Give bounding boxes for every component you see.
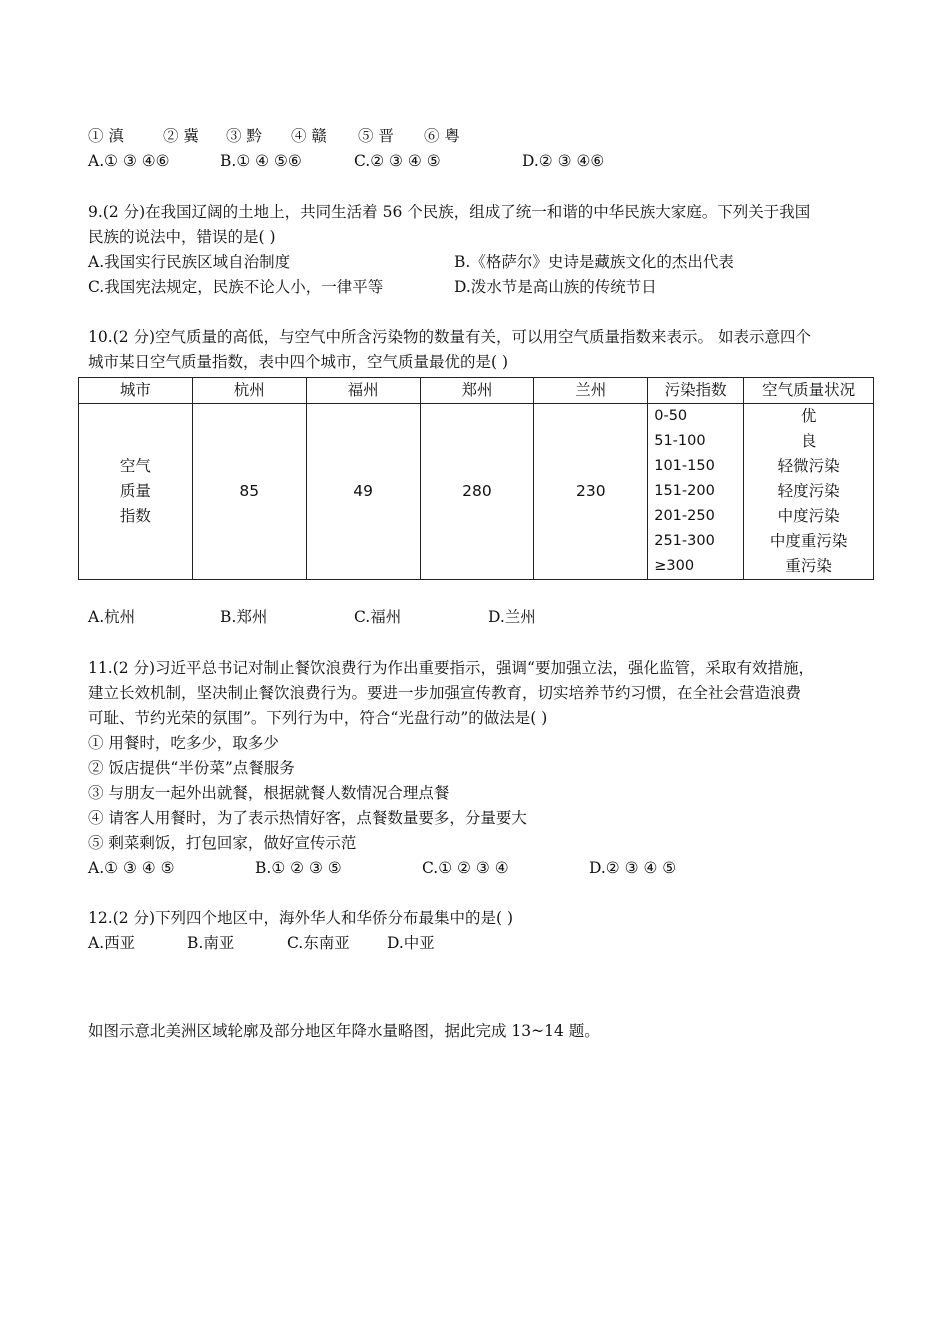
row-label-text: 质量 — [119, 482, 151, 500]
status: 轻度污染 — [777, 482, 840, 500]
q11-stem: 建立长效机制，坚决制止餐饮浪费行为。要进一步加强宣传教育，切实培养节约习惯，在全社会营造浪费 — [88, 684, 802, 702]
q10-options — [88, 605, 878, 630]
option-c[interactable]: C.② ③ ④ ⑤ — [354, 152, 441, 170]
value-cell: 230 — [534, 404, 648, 580]
option-d[interactable]: D.泼水节是高山族的传统节日 — [454, 278, 657, 296]
header-cell: 福州 — [306, 378, 420, 404]
option-a[interactable]: A.西亚 — [88, 934, 136, 952]
option-a[interactable]: A.我国实行民族区域自治制度 — [88, 253, 291, 271]
q11-item: ⑤ 剩菜剩饭，打包回家，做好宣传示范 — [88, 834, 357, 852]
header-cell: 兰州 — [534, 378, 648, 404]
index-range: 0-50 — [654, 408, 688, 424]
q8-options — [88, 149, 878, 174]
q13-14-intro: 如图示意北美洲区域轮廓及部分地区年降水量略图，据此完成 13~14 题。 — [88, 1022, 600, 1040]
index-range: 151-200 — [654, 483, 715, 499]
q10-stem: 城市某日空气质量指数，表中四个城市，空气质量最优的是( ) — [88, 353, 509, 371]
option-b[interactable]: B.① ④ ⑤⑥ — [220, 152, 302, 170]
q9-options-row1 — [88, 250, 878, 275]
index-range: 201-250 — [654, 508, 715, 524]
q8-symbol: ④ 赣 — [291, 127, 327, 145]
q10-stem: 10.(2 分)空气质量的高低，与空气中所含污染物的数量有关，可以用空气质量指数来表示。 如表示意四个 — [88, 328, 811, 346]
option-b[interactable]: B.① ② ③ ⑤ — [255, 859, 342, 877]
index-range: 251-300 — [654, 533, 715, 549]
option-d[interactable]: D.中亚 — [387, 934, 435, 952]
q11-item: ④ 请客人用餐时，为了表示热情好客，点餐数量要多，分量要大 — [88, 809, 527, 827]
status: 重污染 — [785, 557, 832, 575]
q11-item: ① 用餐时，吃多少，取多少 — [88, 734, 279, 752]
status: 轻微污染 — [777, 457, 840, 475]
option-c[interactable]: C.东南亚 — [287, 934, 350, 952]
index-range-cell — [648, 404, 744, 580]
status: 良 — [800, 432, 817, 450]
option-a[interactable]: A.杭州 — [88, 608, 136, 626]
status: 中度污染 — [777, 507, 840, 525]
q9-options-row2 — [88, 275, 878, 300]
q11-stem: 可耻、节约光荣的氛围”。下列行为中，符合“光盘行动”的做法是( ) — [88, 709, 548, 727]
q8-symbol: ② 冀 — [163, 127, 199, 145]
option-a[interactable]: A.① ③ ④⑥ — [88, 152, 170, 170]
table-row — [79, 404, 874, 580]
option-d[interactable]: D.② ③ ④ ⑤ — [589, 859, 677, 877]
q8-symbol: ⑥ 粤 — [424, 127, 460, 145]
table-header-row — [79, 378, 874, 404]
value-cell: 85 — [192, 404, 306, 580]
q11-options — [88, 856, 878, 881]
row-label-cell — [79, 404, 193, 580]
q8-symbol: ⑤ 晋 — [358, 127, 394, 145]
q9-stem: 9.(2 分)在我国辽阔的土地上，共同生活着 56 个民族，组成了统一和谐的中华民族大家庭。下列关于我国 — [88, 203, 811, 221]
option-d[interactable]: D.兰州 — [488, 608, 536, 626]
option-c[interactable]: C.福州 — [354, 608, 402, 626]
option-b[interactable]: B.南亚 — [187, 934, 235, 952]
option-b[interactable]: B.郑州 — [220, 608, 268, 626]
option-c[interactable]: C.① ② ③ ④ — [422, 859, 509, 877]
air-quality-table — [78, 377, 874, 580]
index-range: 51-100 — [654, 433, 706, 449]
value-cell: 280 — [420, 404, 534, 580]
option-c[interactable]: C.我国宪法规定，民族不论人小，一律平等 — [88, 278, 384, 296]
row-label-text: 空气 — [119, 457, 151, 475]
q8-symbols — [88, 124, 878, 149]
index-range: 101-150 — [654, 458, 715, 474]
header-cell: 城市 — [79, 378, 193, 404]
status-cell — [744, 404, 874, 580]
header-cell: 空气质量状况 — [744, 378, 874, 404]
header-cell: 杭州 — [192, 378, 306, 404]
q11-item: ③ 与朋友一起外出就餐，根据就餐人数情况合理点餐 — [88, 784, 450, 802]
row-label-text: 指数 — [119, 507, 151, 525]
option-d[interactable]: D.② ③ ④⑥ — [522, 152, 605, 170]
status: 优 — [800, 407, 817, 425]
q8-symbol: ③ 黔 — [226, 127, 262, 145]
q11-item: ② 饭店提供“半份菜”点餐服务 — [88, 759, 295, 777]
exam-page — [88, 124, 878, 1044]
option-a[interactable]: A.① ③ ④ ⑤ — [88, 859, 175, 877]
q8-symbol: ① 滇 — [88, 127, 124, 145]
index-range: ≥300 — [654, 558, 695, 574]
header-cell: 污染指数 — [648, 378, 744, 404]
option-b[interactable]: B.《格萨尔》史诗是藏族文化的杰出代表 — [454, 253, 734, 271]
q11-stem: 11.(2 分)习近平总书记对制止餐饮浪费行为作出重要指示，强调“要加强立法，强化监管，采取有效措施， — [88, 659, 814, 677]
header-cell: 郑州 — [420, 378, 534, 404]
q12-stem: 12.(2 分)下列四个地区中，海外华人和华侨分布最集中的是( ) — [88, 909, 514, 927]
q12-options — [88, 931, 878, 956]
value-cell: 49 — [306, 404, 420, 580]
status: 中度重污染 — [769, 532, 848, 550]
q9-stem: 民族的说法中，错误的是( ) — [88, 228, 276, 246]
